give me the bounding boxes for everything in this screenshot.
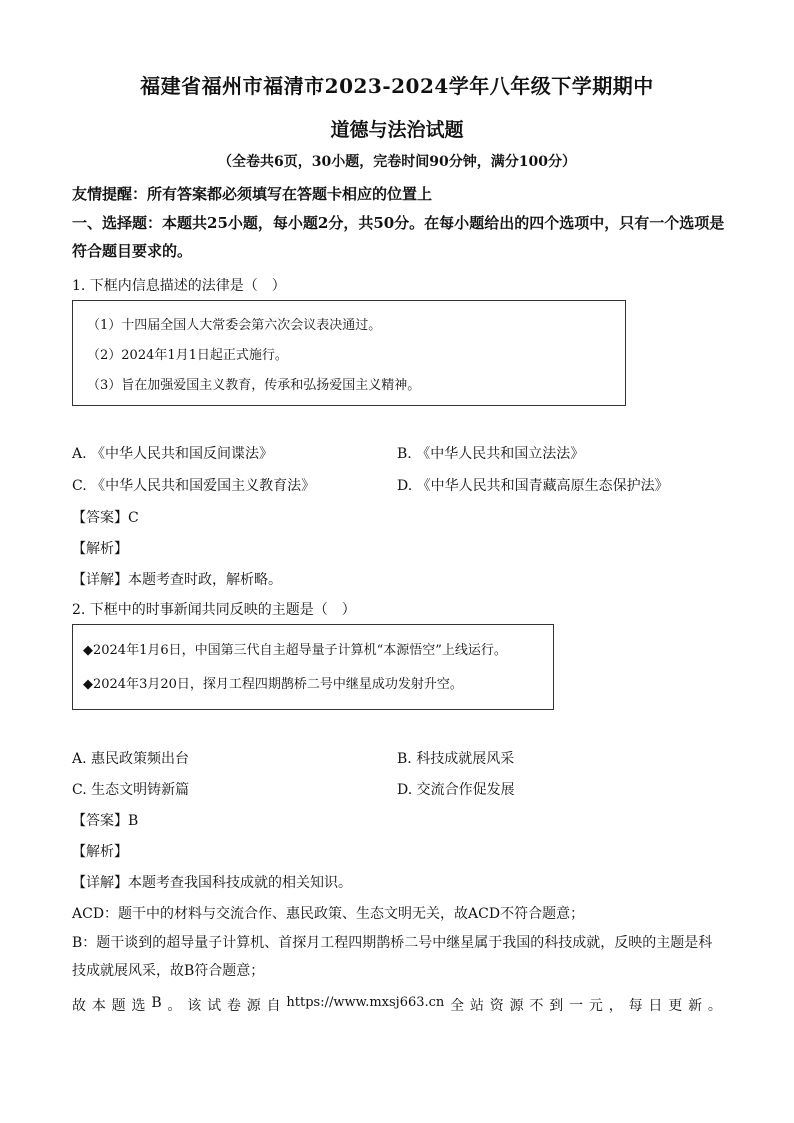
- final-char: ，: [608, 998, 623, 1014]
- q1-option-c: C. 《中华人民共和国爱国主义教育法》: [72, 478, 316, 494]
- q1-info-box: [72, 300, 626, 406]
- final-char: 新: [688, 998, 703, 1014]
- exam-subject: 道德与法治试题: [330, 119, 464, 141]
- final-char: 故: [72, 998, 86, 1014]
- final-char: B: [151, 995, 162, 1011]
- final-char: 。: [707, 998, 722, 1014]
- final-char: 每: [628, 998, 643, 1014]
- final-char: 。: [167, 998, 182, 1014]
- section-heading: 一、选择题：本题共25小题，每小题2分，共50分。在每小题给出的四个选项中，只有一个选项是符合题目要求的。: [72, 214, 725, 260]
- q2-box-line-1: ◆2024年1月6日，中国第三代自主超导量子计算机“本源悟空”上线运行。: [83, 643, 507, 658]
- source-url: https://www.mxsj663.cn: [286, 995, 445, 1010]
- final-char: 本: [91, 998, 106, 1014]
- q2-option-c: C. 生态文明铸新篇: [72, 782, 190, 798]
- final-char: 卷: [226, 998, 241, 1014]
- final-char: 题: [111, 998, 126, 1014]
- q2-acd-explanation: ACD：题干中的材料与交流合作、惠民政策、生态文明无关，故ACD不符合题意；: [72, 906, 585, 922]
- final-char: 到: [549, 998, 564, 1014]
- q1-option-b: B. 《中华人民共和国立法法》: [397, 446, 585, 462]
- q2-analysis: 【解析】: [72, 844, 128, 860]
- q2-news-box: [72, 624, 554, 710]
- final-char: 日: [648, 998, 663, 1014]
- q2-final-line: [72, 995, 722, 1015]
- final-char: 试: [207, 998, 222, 1014]
- final-char: 站: [469, 998, 484, 1014]
- q2-box-line-2: ◆2024年3月20日，探月工程四期鹊桥二号中继星成功发射升空。: [83, 677, 463, 692]
- final-char: 一: [569, 998, 584, 1014]
- q1-option-d: D. 《中华人民共和国青藏高原生态保护法》: [397, 478, 669, 494]
- q2-option-b: B. 科技成就展风采: [397, 751, 515, 767]
- q1-option-a: A. 《中华人民共和国反间谍法》: [72, 446, 274, 462]
- q2-detail: 【详解】本题考查我国科技成就的相关知识。: [72, 875, 352, 891]
- exam-title: 福建省福州市福清市2023-2024学年八年级下学期期中: [140, 74, 654, 98]
- q1-box-line-3: （3）旨在加强爱国主义教育，传承和弘扬爱国主义精神。: [87, 378, 421, 393]
- final-char: 选: [131, 998, 146, 1014]
- reminder: 友情提醒：所有答案都必须填写在答题卡相应的位置上: [72, 185, 433, 203]
- q1-detail: 【详解】本题考查时政，解析略。: [72, 572, 282, 588]
- final-char: 不: [529, 998, 544, 1014]
- q1-box-line-2: （2）2024年1月1日起正式施行。: [87, 348, 288, 363]
- exam-info: （全卷共6页，30小题，完卷时间90分钟，满分100分）: [218, 154, 576, 170]
- final-char: 更: [668, 998, 683, 1014]
- q2-option-d: D. 交流合作促发展: [397, 782, 515, 798]
- q1-analysis: 【解析】: [72, 541, 128, 557]
- final-char: 源: [246, 998, 261, 1014]
- q2-option-a: A. 惠民政策频出台: [72, 751, 190, 767]
- q1-stem: 1. 下框内信息描述的法律是（ ）: [72, 278, 286, 294]
- q2-b-explanation: B：题干谈到的超导量子计算机、首探月工程四期鹊桥二号中继星属于我国的科技成就，反映的主题是科技成就展风采，故B符合题意；: [72, 935, 713, 979]
- final-char: 资: [489, 998, 504, 1014]
- final-char: 元: [588, 998, 603, 1014]
- q1-box-line-1: （1）十四届全国人大常委会第六次会议表决通过。: [87, 318, 382, 333]
- final-char: 自: [266, 998, 281, 1014]
- q1-answer: 【答案】C: [72, 510, 139, 526]
- q2-stem: 2. 下框中的时事新闻共同反映的主题是（ ）: [72, 602, 356, 618]
- final-char: 全: [450, 998, 465, 1014]
- q2-answer: 【答案】B: [72, 813, 139, 829]
- final-char: 该: [187, 998, 202, 1014]
- final-char: 源: [509, 998, 524, 1014]
